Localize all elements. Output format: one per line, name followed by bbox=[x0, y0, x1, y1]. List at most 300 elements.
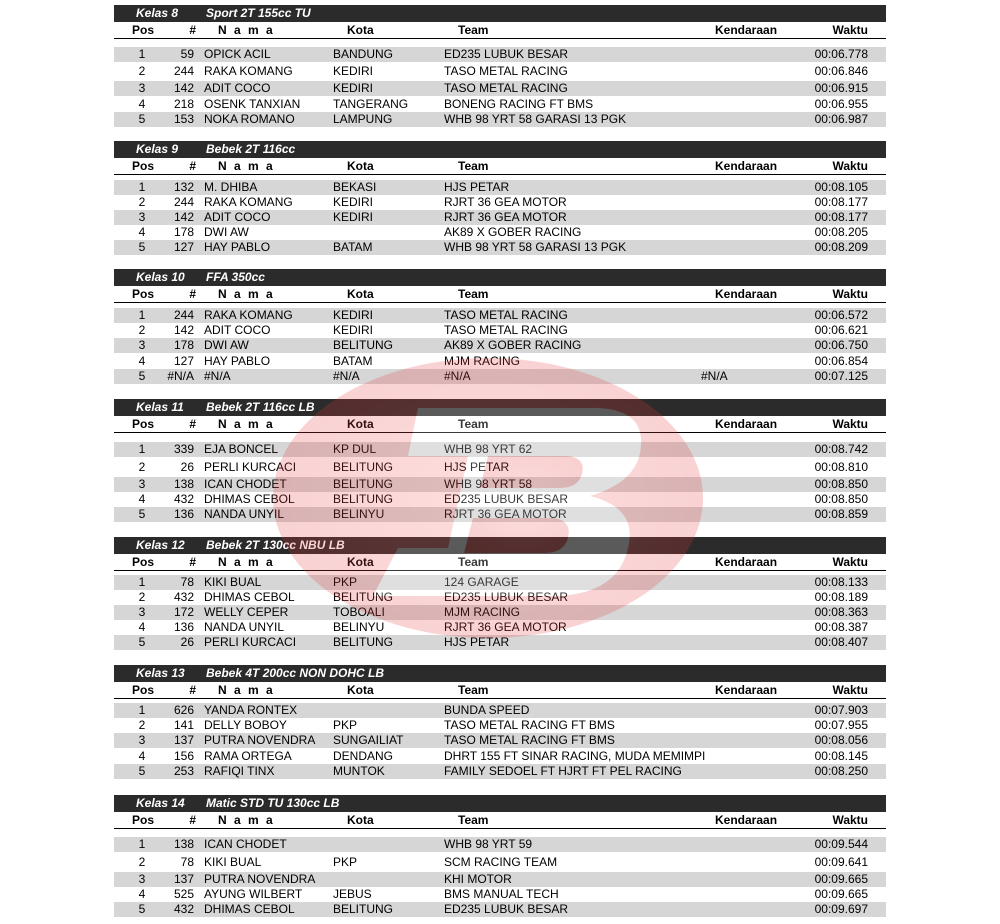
cell-nama: ICAN CHODET bbox=[204, 837, 287, 851]
cell-kota: BELITUNG bbox=[333, 492, 394, 506]
cell-nama: #N/A bbox=[204, 369, 231, 383]
column-header-pos: Pos bbox=[132, 159, 155, 173]
cell-nama: RAFIQI TINX bbox=[204, 764, 275, 778]
cell-nama: RAMA ORTEGA bbox=[204, 749, 292, 763]
cell-team: ED235 LUBUK BESAR bbox=[444, 590, 569, 604]
cell-num: 127 bbox=[173, 354, 194, 368]
cell-kota: PKP bbox=[333, 718, 358, 732]
column-header-num: # bbox=[189, 287, 196, 301]
cell-team: WHB 98 YRT 58 GARASI 13 PGK bbox=[444, 240, 627, 254]
cell-waktu: 00:08.177 bbox=[814, 210, 868, 224]
cell-num: 26 bbox=[180, 460, 194, 474]
column-header-team: Team bbox=[458, 417, 489, 431]
cell-team: #N/A bbox=[444, 369, 471, 383]
column-header-pos: Pos bbox=[132, 813, 155, 827]
cell-pos: 3 bbox=[138, 733, 146, 747]
cell-kota: KEDIRI bbox=[333, 64, 374, 78]
table-row bbox=[114, 575, 886, 590]
column-header-nama: N a m a bbox=[218, 287, 275, 301]
cell-nama: RAKA KOMANG bbox=[204, 308, 293, 322]
table-row bbox=[114, 81, 886, 96]
column-header-waktu: Waktu bbox=[832, 159, 868, 173]
cell-waktu: 00:08.189 bbox=[814, 590, 868, 604]
table-row bbox=[114, 605, 886, 620]
column-header-num: # bbox=[189, 159, 196, 173]
cell-nama: ICAN CHODET bbox=[204, 477, 287, 491]
cell-num: 244 bbox=[173, 64, 194, 78]
cell-team: WHB 98 YRT 59 bbox=[444, 837, 533, 851]
cell-num: 626 bbox=[173, 703, 194, 717]
cell-waktu: 00:06.987 bbox=[814, 112, 868, 126]
cell-pos: 5 bbox=[138, 240, 146, 254]
table-row bbox=[114, 635, 886, 650]
cell-pos: 5 bbox=[138, 507, 146, 521]
cell-pos: 4 bbox=[138, 492, 146, 506]
class-title: Bebek 4T 200cc NON DOHC LB bbox=[206, 666, 385, 680]
kelas-label: Kelas 12 bbox=[136, 538, 185, 552]
cell-waktu: 00:09.665 bbox=[814, 872, 868, 886]
cell-num: 138 bbox=[173, 837, 194, 851]
cell-num: 172 bbox=[173, 605, 194, 619]
cell-pos: 4 bbox=[138, 749, 146, 763]
cell-kendaraan: #N/A bbox=[701, 369, 728, 383]
kelas-label: Kelas 13 bbox=[136, 666, 185, 680]
cell-pos: 3 bbox=[138, 872, 146, 886]
cell-waktu: 00:06.955 bbox=[814, 97, 868, 111]
cell-kota: #N/A bbox=[333, 369, 360, 383]
column-header-row bbox=[114, 22, 886, 38]
cell-pos: 4 bbox=[138, 354, 146, 368]
cell-num: 178 bbox=[173, 225, 194, 239]
cell-nama: DHIMAS CEBOL bbox=[204, 492, 295, 506]
cell-team: WHB 98 YRT 62 bbox=[444, 442, 533, 456]
class-title: Bebek 2T 116cc bbox=[206, 142, 296, 156]
header-divider bbox=[114, 38, 886, 39]
cell-team: RJRT 36 GEA MOTOR bbox=[444, 507, 567, 521]
cell-num: 137 bbox=[173, 872, 194, 886]
table-row bbox=[114, 718, 886, 733]
cell-num: #N/A bbox=[167, 369, 194, 383]
cell-nama: PUTRA NOVENDRA bbox=[204, 872, 316, 886]
cell-nama: RAKA KOMANG bbox=[204, 64, 293, 78]
cell-kota: KEDIRI bbox=[333, 81, 374, 95]
cell-num: 244 bbox=[173, 195, 194, 209]
cell-num: 525 bbox=[173, 887, 194, 901]
column-header-nama: N a m a bbox=[218, 159, 275, 173]
table-row bbox=[114, 887, 886, 902]
cell-num: 138 bbox=[173, 477, 194, 491]
cell-team: RJRT 36 GEA MOTOR bbox=[444, 195, 567, 209]
cell-num: 432 bbox=[173, 590, 194, 604]
table-row bbox=[114, 240, 886, 255]
cell-team: RJRT 36 GEA MOTOR bbox=[444, 620, 567, 634]
cell-waktu: 00:06.750 bbox=[814, 338, 868, 352]
kelas-label: Kelas 11 bbox=[136, 400, 184, 414]
cell-kota: BATAM bbox=[333, 354, 373, 368]
table-row bbox=[114, 733, 886, 748]
column-header-row bbox=[114, 286, 886, 302]
cell-num: 178 bbox=[173, 338, 194, 352]
cell-team: TASO METAL RACING FT BMS bbox=[444, 718, 615, 732]
column-header-team: Team bbox=[458, 287, 489, 301]
cell-num: 142 bbox=[173, 323, 194, 337]
section-header bbox=[114, 5, 886, 22]
cell-team: MJM RACING bbox=[444, 354, 520, 368]
cell-team: DHRT 155 FT SINAR RACING, MUDA MEMIMPI bbox=[444, 749, 706, 763]
column-header-pos: Pos bbox=[132, 555, 155, 569]
table-row bbox=[114, 210, 886, 225]
cell-num: 142 bbox=[173, 210, 194, 224]
table-row bbox=[114, 749, 886, 764]
cell-nama: ADIT COCO bbox=[204, 210, 271, 224]
column-header-num: # bbox=[189, 683, 196, 697]
cell-waktu: 00:08.387 bbox=[814, 620, 868, 634]
cell-nama: PERLI KURCACI bbox=[204, 635, 297, 649]
cell-nama: DHIMAS CEBOL bbox=[204, 902, 295, 916]
cell-pos: 2 bbox=[138, 460, 146, 474]
column-header-team: Team bbox=[458, 159, 489, 173]
cell-team: MJM RACING bbox=[444, 605, 520, 619]
column-header-kota: Kota bbox=[347, 23, 374, 37]
cell-num: 253 bbox=[173, 764, 194, 778]
cell-nama: YANDA RONTEX bbox=[204, 703, 298, 717]
column-header-num: # bbox=[189, 555, 196, 569]
class-title: FFA 350cc bbox=[206, 270, 265, 284]
cell-nama: OSENK TANXIAN bbox=[204, 97, 301, 111]
cell-waktu: 00:08.056 bbox=[814, 733, 868, 747]
cell-nama: PERLI KURCACI bbox=[204, 460, 297, 474]
cell-pos: 5 bbox=[138, 112, 146, 126]
cell-kota: KEDIRI bbox=[333, 308, 374, 322]
cell-team: TASO METAL RACING FT BMS bbox=[444, 733, 615, 747]
cell-nama: M. DHIBA bbox=[204, 180, 258, 194]
cell-kota: PKP bbox=[333, 855, 358, 869]
column-header-kendaraan: Kendaraan bbox=[715, 813, 778, 827]
column-header-kendaraan: Kendaraan bbox=[715, 683, 778, 697]
cell-num: 78 bbox=[180, 855, 194, 869]
cell-waktu: 00:07.125 bbox=[814, 369, 868, 383]
table-row bbox=[114, 47, 886, 62]
cell-num: 153 bbox=[173, 112, 194, 126]
cell-num: 26 bbox=[180, 635, 194, 649]
cell-waktu: 00:06.846 bbox=[814, 64, 868, 78]
column-header-waktu: Waktu bbox=[832, 23, 868, 37]
cell-pos: 2 bbox=[138, 64, 146, 78]
cell-kota: BELINYU bbox=[333, 620, 385, 634]
cell-pos: 1 bbox=[138, 703, 146, 717]
cell-team: FAMILY SEDOEL FT HJRT FT PEL RACING bbox=[444, 764, 682, 778]
column-header-team: Team bbox=[458, 23, 489, 37]
header-divider bbox=[114, 570, 886, 571]
cell-kota: KEDIRI bbox=[333, 210, 374, 224]
cell-nama: ADIT COCO bbox=[204, 81, 271, 95]
table-row bbox=[114, 492, 886, 507]
cell-waktu: 00:08.742 bbox=[814, 442, 868, 456]
column-header-kota: Kota bbox=[347, 287, 374, 301]
cell-team: ED235 LUBUK BESAR bbox=[444, 902, 569, 916]
kelas-label: Kelas 10 bbox=[136, 270, 185, 284]
cell-pos: 3 bbox=[138, 605, 146, 619]
section-header bbox=[114, 141, 886, 158]
cell-team: TASO METAL RACING bbox=[444, 323, 568, 337]
column-header-waktu: Waktu bbox=[832, 683, 868, 697]
cell-kota: BELINYU bbox=[333, 507, 385, 521]
table-row bbox=[114, 872, 886, 887]
cell-kota: BELITUNG bbox=[333, 635, 394, 649]
cell-kota: PKP bbox=[333, 575, 358, 589]
cell-waktu: 00:06.915 bbox=[814, 81, 868, 95]
cell-team: AK89 X GOBER RACING bbox=[444, 225, 582, 239]
column-header-pos: Pos bbox=[132, 417, 155, 431]
cell-nama: HAY PABLO bbox=[204, 354, 271, 368]
table-row bbox=[114, 620, 886, 635]
cell-kota: BELITUNG bbox=[333, 902, 394, 916]
cell-nama: HAY PABLO bbox=[204, 240, 271, 254]
cell-waktu: 00:09.697 bbox=[814, 902, 868, 916]
cell-num: 59 bbox=[180, 47, 194, 61]
cell-kota: JEBUS bbox=[333, 887, 372, 901]
cell-nama: NANDA UNYIL bbox=[204, 507, 285, 521]
cell-team: AK89 X GOBER RACING bbox=[444, 338, 582, 352]
column-header-kota: Kota bbox=[347, 813, 374, 827]
column-header-kota: Kota bbox=[347, 555, 374, 569]
cell-team: WHB 98 YRT 58 bbox=[444, 477, 533, 491]
cell-kota: LAMPUNG bbox=[333, 112, 393, 126]
table-row bbox=[114, 507, 886, 522]
column-header-kendaraan: Kendaraan bbox=[715, 159, 778, 173]
cell-kota: KP DUL bbox=[333, 442, 377, 456]
cell-waktu: 00:06.572 bbox=[814, 308, 868, 322]
cell-team: KHI MOTOR bbox=[444, 872, 512, 886]
cell-pos: 2 bbox=[138, 195, 146, 209]
table-row bbox=[114, 180, 886, 195]
cell-num: 244 bbox=[173, 308, 194, 322]
column-header-num: # bbox=[189, 417, 196, 431]
cell-nama: WELLY CEPER bbox=[204, 605, 289, 619]
column-header-row bbox=[114, 158, 886, 174]
kelas-label: Kelas 8 bbox=[136, 6, 179, 20]
cell-waktu: 00:09.544 bbox=[814, 837, 868, 851]
column-header-nama: N a m a bbox=[218, 23, 275, 37]
cell-pos: 4 bbox=[138, 97, 146, 111]
cell-waktu: 00:08.810 bbox=[814, 460, 868, 474]
cell-kota: BELITUNG bbox=[333, 477, 394, 491]
cell-team: BONENG RACING FT BMS bbox=[444, 97, 594, 111]
section-header bbox=[114, 269, 886, 286]
class-title: Bebek 2T 116cc LB bbox=[206, 400, 315, 414]
cell-kota: BANDUNG bbox=[333, 47, 394, 61]
cell-waktu: 00:08.859 bbox=[814, 507, 868, 521]
table-row bbox=[114, 338, 886, 353]
cell-pos: 3 bbox=[138, 338, 146, 352]
cell-num: 136 bbox=[173, 507, 194, 521]
cell-nama: EJA BONCEL bbox=[204, 442, 279, 456]
cell-team: 124 GARAGE bbox=[444, 575, 519, 589]
class-title: Sport 2T 155cc TU bbox=[206, 6, 311, 20]
cell-team: WHB 98 YRT 58 GARASI 13 PGK bbox=[444, 112, 627, 126]
cell-pos: 2 bbox=[138, 323, 146, 337]
cell-pos: 2 bbox=[138, 855, 146, 869]
class-title: Matic STD TU 130cc LB bbox=[206, 796, 340, 810]
section-header bbox=[114, 665, 886, 682]
cell-pos: 5 bbox=[138, 369, 146, 383]
column-header-num: # bbox=[189, 813, 196, 827]
column-header-nama: N a m a bbox=[218, 683, 275, 697]
column-header-kendaraan: Kendaraan bbox=[715, 417, 778, 431]
cell-num: 432 bbox=[173, 902, 194, 916]
table-row bbox=[114, 460, 886, 475]
table-row bbox=[114, 902, 886, 917]
cell-pos: 3 bbox=[138, 81, 146, 95]
cell-num: 141 bbox=[173, 718, 194, 732]
cell-pos: 1 bbox=[138, 308, 146, 322]
cell-waktu: 00:06.778 bbox=[814, 47, 868, 61]
cell-waktu: 00:07.955 bbox=[814, 718, 868, 732]
table-row bbox=[114, 308, 886, 323]
cell-pos: 1 bbox=[138, 837, 146, 851]
column-header-waktu: Waktu bbox=[832, 287, 868, 301]
column-header-pos: Pos bbox=[132, 287, 155, 301]
kelas-label: Kelas 14 bbox=[136, 796, 185, 810]
cell-team: SCM RACING TEAM bbox=[444, 855, 558, 869]
table-row bbox=[114, 64, 886, 79]
cell-team: BUNDA SPEED bbox=[444, 703, 530, 717]
header-divider bbox=[114, 174, 886, 175]
cell-pos: 1 bbox=[138, 575, 146, 589]
cell-team: TASO METAL RACING bbox=[444, 308, 568, 322]
cell-nama: DELLY BOBOY bbox=[204, 718, 287, 732]
cell-pos: 5 bbox=[138, 635, 146, 649]
cell-waktu: 00:06.621 bbox=[814, 323, 868, 337]
table-row bbox=[114, 323, 886, 338]
section-header bbox=[114, 537, 886, 554]
cell-kota: TANGERANG bbox=[333, 97, 409, 111]
cell-kota: DENDANG bbox=[333, 749, 394, 763]
cell-team: BMS MANUAL TECH bbox=[444, 887, 559, 901]
cell-num: 137 bbox=[173, 733, 194, 747]
column-header-pos: Pos bbox=[132, 23, 155, 37]
cell-num: 339 bbox=[173, 442, 194, 456]
kelas-label: Kelas 9 bbox=[136, 142, 179, 156]
section-header bbox=[114, 795, 886, 812]
table-row bbox=[114, 225, 886, 240]
cell-kota: KEDIRI bbox=[333, 323, 374, 337]
column-header-pos: Pos bbox=[132, 683, 155, 697]
cell-pos: 2 bbox=[138, 718, 146, 732]
cell-num: 78 bbox=[180, 575, 194, 589]
cell-pos: 4 bbox=[138, 620, 146, 634]
cell-waktu: 00:08.250 bbox=[814, 764, 868, 778]
cell-num: 156 bbox=[173, 749, 194, 763]
table-row bbox=[114, 195, 886, 210]
cell-waktu: 00:08.177 bbox=[814, 195, 868, 209]
column-header-kendaraan: Kendaraan bbox=[715, 23, 778, 37]
cell-nama: KIKI BUAL bbox=[204, 575, 262, 589]
table-row bbox=[114, 703, 886, 718]
cell-nama: DWI AW bbox=[204, 225, 249, 239]
class-title: Bebek 2T 130cc NBU LB bbox=[206, 538, 345, 552]
cell-kota: BATAM bbox=[333, 240, 373, 254]
cell-nama: DHIMAS CEBOL bbox=[204, 590, 295, 604]
cell-team: HJS PETAR bbox=[444, 635, 510, 649]
cell-pos: 4 bbox=[138, 225, 146, 239]
cell-team: TASO METAL RACING bbox=[444, 81, 568, 95]
cell-pos: 1 bbox=[138, 442, 146, 456]
cell-nama: AYUNG WILBERT bbox=[204, 887, 303, 901]
column-header-nama: N a m a bbox=[218, 813, 275, 827]
column-header-team: Team bbox=[458, 683, 489, 697]
section-header bbox=[114, 399, 886, 416]
cell-nama: KIKI BUAL bbox=[204, 855, 262, 869]
table-row bbox=[114, 477, 886, 492]
cell-num: 132 bbox=[173, 180, 194, 194]
cell-pos: 5 bbox=[138, 902, 146, 916]
cell-num: 136 bbox=[173, 620, 194, 634]
cell-pos: 1 bbox=[138, 47, 146, 61]
table-row bbox=[114, 837, 886, 852]
column-header-row bbox=[114, 554, 886, 570]
cell-waktu: 00:08.407 bbox=[814, 635, 868, 649]
table-row bbox=[114, 97, 886, 112]
cell-num: 432 bbox=[173, 492, 194, 506]
cell-waktu: 00:08.105 bbox=[814, 180, 868, 194]
cell-nama: RAKA KOMANG bbox=[204, 195, 293, 209]
cell-team: ED235 LUBUK BESAR bbox=[444, 492, 569, 506]
cell-num: 142 bbox=[173, 81, 194, 95]
cell-num: 127 bbox=[173, 240, 194, 254]
cell-nama: PUTRA NOVENDRA bbox=[204, 733, 316, 747]
cell-waktu: 00:09.665 bbox=[814, 887, 868, 901]
table-row bbox=[114, 369, 886, 384]
column-header-nama: N a m a bbox=[218, 417, 275, 431]
cell-pos: 1 bbox=[138, 180, 146, 194]
table-row bbox=[114, 590, 886, 605]
cell-waktu: 00:08.850 bbox=[814, 477, 868, 491]
cell-nama: ADIT COCO bbox=[204, 323, 271, 337]
cell-kota: SUNGAILIAT bbox=[333, 733, 404, 747]
column-header-num: # bbox=[189, 23, 196, 37]
cell-waktu: 00:08.209 bbox=[814, 240, 868, 254]
column-header-nama: N a m a bbox=[218, 555, 275, 569]
cell-waktu: 00:08.205 bbox=[814, 225, 868, 239]
cell-team: TASO METAL RACING bbox=[444, 64, 568, 78]
table-row bbox=[114, 442, 886, 457]
cell-pos: 4 bbox=[138, 887, 146, 901]
cell-kota: BELITUNG bbox=[333, 460, 394, 474]
cell-team: HJS PETAR bbox=[444, 460, 510, 474]
column-header-team: Team bbox=[458, 555, 489, 569]
header-divider bbox=[114, 302, 886, 303]
cell-waktu: 00:07.903 bbox=[814, 703, 868, 717]
header-divider bbox=[114, 432, 886, 433]
cell-team: RJRT 36 GEA MOTOR bbox=[444, 210, 567, 224]
header-divider bbox=[114, 828, 886, 829]
cell-pos: 5 bbox=[138, 764, 146, 778]
cell-nama: NOKA ROMANO bbox=[204, 112, 295, 126]
cell-nama: NANDA UNYIL bbox=[204, 620, 285, 634]
column-header-kota: Kota bbox=[347, 159, 374, 173]
table-row bbox=[114, 764, 886, 779]
cell-kota: BELITUNG bbox=[333, 590, 394, 604]
table-row bbox=[114, 354, 886, 369]
column-header-team: Team bbox=[458, 813, 489, 827]
cell-pos: 3 bbox=[138, 477, 146, 491]
table-row bbox=[114, 112, 886, 127]
cell-waktu: 00:08.133 bbox=[814, 575, 868, 589]
column-header-waktu: Waktu bbox=[832, 417, 868, 431]
cell-waktu: 00:08.363 bbox=[814, 605, 868, 619]
cell-team: ED235 LUBUK BESAR bbox=[444, 47, 569, 61]
